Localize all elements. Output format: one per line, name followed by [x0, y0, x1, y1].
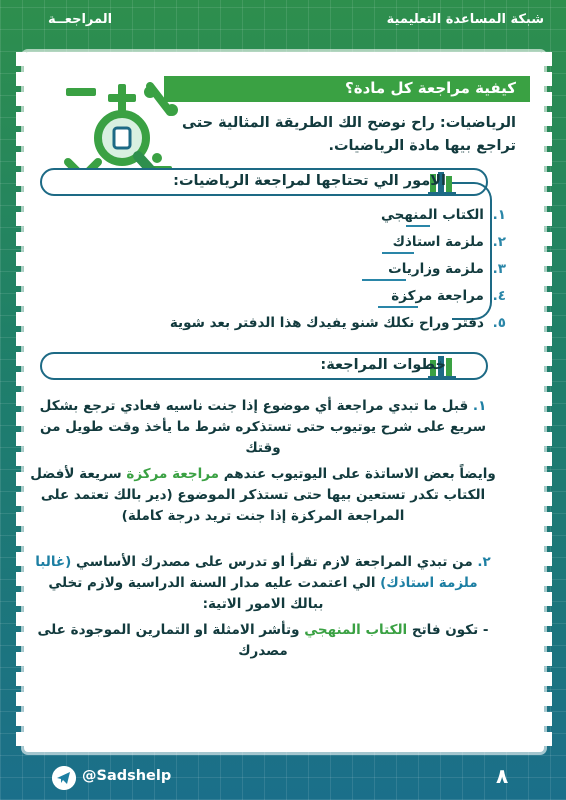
footer: [0, 760, 566, 794]
step-2-text: ٢. من تبدي المراجعة لازم تقرأ او تدرس على مصدرك الأساسي (غالبا ملزمة استاذك) الي اعتمدت عليه مدار السنة الدراسية ولازم تخلي ببالك الامور الاتية:: [35, 554, 491, 612]
network-name: شبكة المساعدة التعليمية: [386, 12, 544, 27]
list-item: ٢. ملزمة استاذك: [106, 231, 506, 257]
page-number: ٨: [496, 764, 509, 788]
needs-list: [106, 204, 506, 339]
telegram-handle[interactable]: @Sadshelp: [82, 768, 172, 784]
steps-heading: خطوات المراجعة:: [320, 357, 446, 373]
step-2-point: - تكون فاتح الكتاب المنهجي وتأشر الامثلة او التمارين الموجودة على مصدرك: [37, 622, 489, 659]
step-1-note: وايضاً بعض الاساتذة على اليوتيوب عندهم مراجعة مركزة سريعة لأفضل الكتاب تكدر تستعين بيها حتى تستذكر الموضوع (دير بالك تعتمد على المراجعة المركزة إذا جنت تريد درجة كاملة): [30, 466, 496, 524]
intro-text: الرياضيات: راح نوضح الك الطريقة المثالية حتى تراجع بيها مادة الرياضيات.: [182, 115, 516, 154]
list-item: ٥. دفتر وراح نكلك شنو يفيدك هذا الدفتر بعد شوية: [169, 315, 506, 331]
page-title: كيفية مراجعة كل مادة؟: [164, 76, 530, 102]
top-bar: [0, 8, 566, 32]
telegram-icon[interactable]: [52, 766, 76, 790]
list-item: ٤. مراجعة مركزة: [106, 285, 506, 311]
section-name: المراجعــة: [48, 12, 113, 27]
step-1-text: ١. قبل ما تبدي مراجعة أي موضوع إذا جنت ناسيه فعادي ترجع بشكل سريع على شرح يوتيوب حتى تستذكره شرط ما يأخذ وقت طويل من وقتك: [39, 398, 487, 456]
needs-heading: الامور الي تحتاجها لمراجعة الرياضيات:: [173, 173, 446, 189]
list-item: ١. الكتاب المنهجي: [106, 204, 506, 230]
list-item: ٣. ملزمة وزاريات: [106, 258, 506, 284]
